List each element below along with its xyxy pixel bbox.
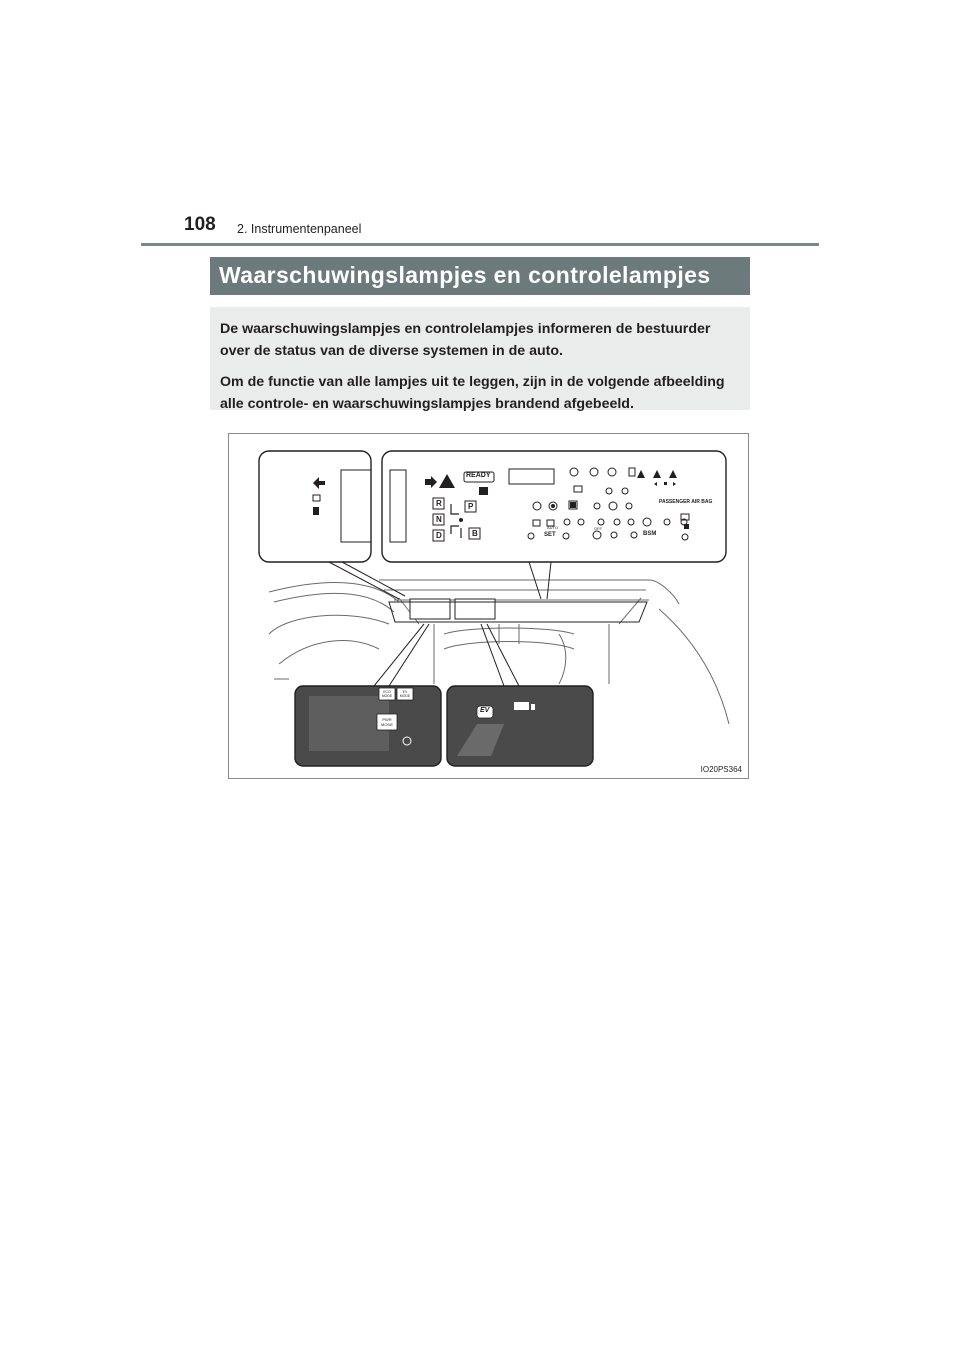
ev-mode-label: EV MODE [399, 690, 411, 698]
dashboard-illustration [229, 434, 749, 779]
eco-mode-label: ECO MODE [381, 690, 393, 698]
chapter-title: 2. Instrumentenpaneel [237, 222, 362, 236]
passenger-airbag-label: PASSENGER AIR BAG [659, 499, 713, 505]
off-label: OFF [594, 526, 602, 531]
callout-lines [329, 562, 551, 686]
gear-d-label: D [436, 531, 442, 540]
bottom-left-panel [295, 686, 441, 766]
gear-b-label: B [472, 529, 478, 538]
page-number: 108 [184, 214, 216, 235]
bottom-right-panel [447, 686, 593, 766]
dashboard-figure [228, 433, 749, 779]
lock-icon [479, 487, 488, 495]
ev-label: EV [480, 707, 490, 714]
gear-r-label: R [436, 499, 442, 508]
plug-icon [514, 702, 529, 710]
gear-p-label: P [468, 502, 474, 511]
auto-label: AUTO [547, 525, 559, 530]
gear-n-label: N [436, 515, 442, 524]
section-title: Waarschuwingslampjes en controlelampjes [210, 257, 750, 295]
figure-code: IO20PS364 [700, 765, 742, 774]
main-indicator-panel [382, 451, 726, 562]
intro-paragraph-1: De waarschuwingslampjes en controlelampjes informeren de bestuurder over de status van de diverse systemen in de auto. [220, 321, 711, 359]
set-label: SET [544, 532, 556, 538]
intro-box [210, 307, 750, 410]
pwr-mode-label: PWR MODE [381, 717, 393, 727]
left-indicator-panel [259, 451, 371, 562]
intro-paragraph-2: Om de functie van alle lampjes uit te leggen, zijn in de volgende afbeelding alle controle- en waarschuwingslampjes brandend afgebeeld. [220, 374, 725, 412]
fuel-icon [313, 507, 319, 515]
header-rule [141, 243, 819, 246]
bsm-label: BSM [643, 531, 657, 537]
ready-label: READY [466, 472, 491, 479]
